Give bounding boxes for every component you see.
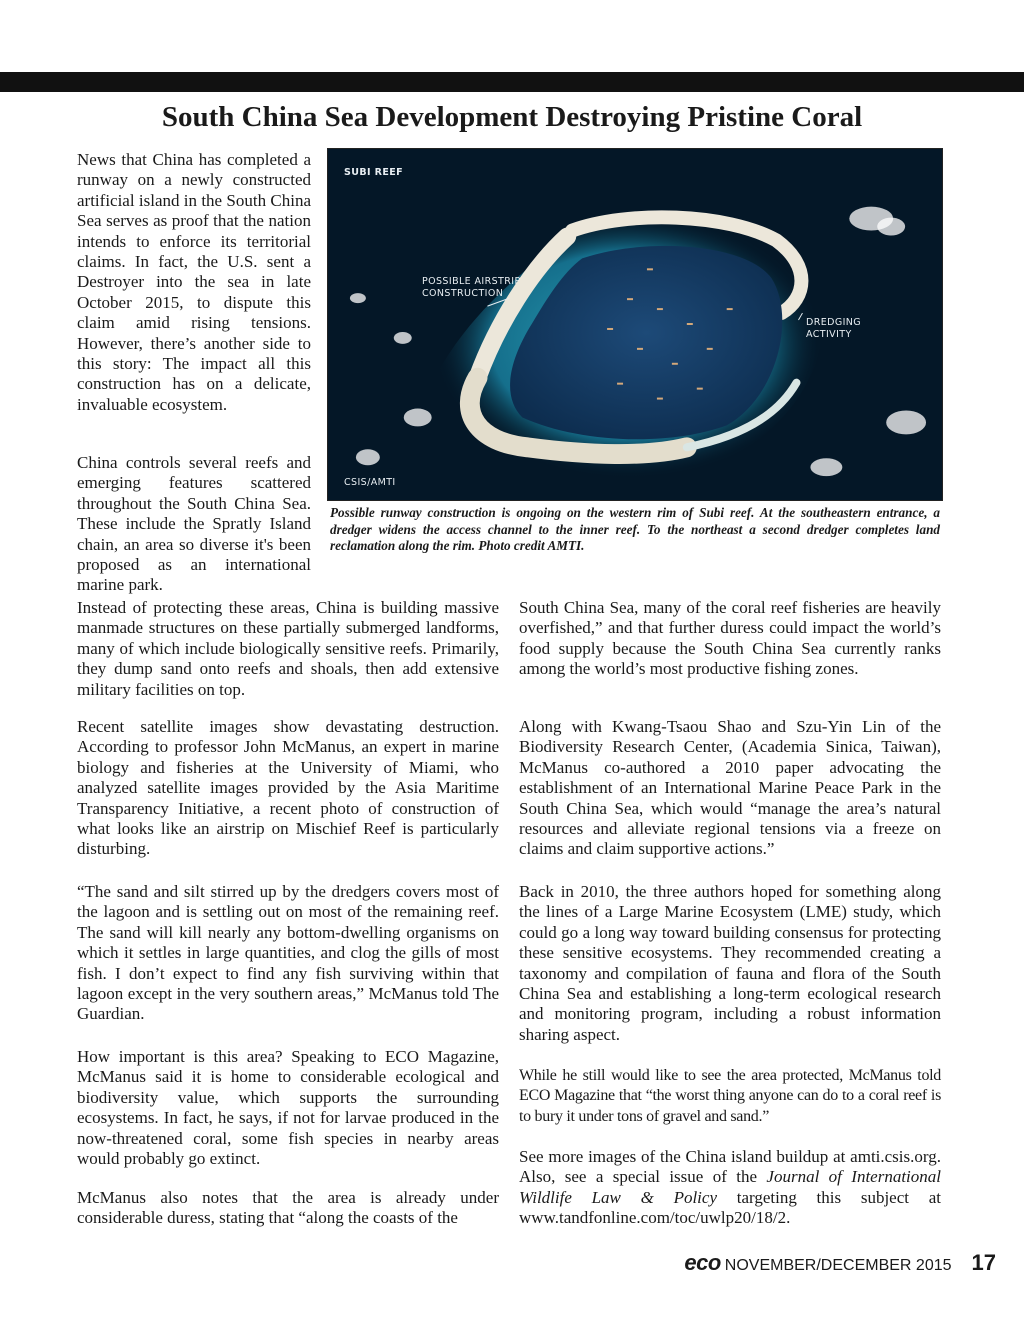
paragraph-4: “The sand and silt stirred up by the dredgers covers most of the lagoon and is settling out on most of the remaining reef. The sand will kill nearly any bottom-dwelling organisms on which it settles in large quantities, and clog the gills of most fish. I don’t expect to find any fish surviving within that lagoon except in the very southern areas,” McManus told The Guardian. <box>77 882 499 1024</box>
paragraph-2a: China controls several reefs and emerging features scattered throughout the South China Sea. These include the Spratly Island chain, an area so diverse it's been proposed as an international marine park. <box>77 453 311 595</box>
photo-caption: Possible runway construction is ongoing on the western rim of Subi reef. At the southeastern entrance, a dredger widens the access channel to the inner reef. To the northeast a second dredger completes land reclamation along the rim. Photo credit AMTI. <box>330 505 940 553</box>
journal-title: Journal of International Wildlife Law & Policy <box>519 1167 942 1207</box>
paragraph-1: News that China has completed a runway on a newly constructed artificial island in the South China Sea serves as proof that the nation intends to enforce its territorial claims. In fact, the U.S. sent a Destroyer into the sea in late October 2015, to dispute this claim amid rising tensions. However, there’s another side to this story: The impact all this construction has on a delicate, invaluable ecosystem. <box>77 150 311 414</box>
paragraph-10: While he still would like to see the area protected, McManus told ECO Magazine that “the worst thing anyone can do to a coral reef is to bury it under tons of gravel and sand.” <box>519 1067 941 1125</box>
paragraph-11-text-end: targeting this subject at www.tandfonline.com/toc/uwlp20/18/2. <box>519 1187 941 1228</box>
article-headline: South China Sea Development Destroying Pristine Coral <box>161 101 863 133</box>
paragraph-5: How important is this area? Speaking to ECO Magazine, McManus said it is home to considerable ecological and biodiversity value, which supports the surrounding ecosystems. In fact, he says, if not for larvae produced in the now-threatened coral, some fish species in nearby areas would probably go extinct. <box>77 1047 499 1169</box>
photo-label-airstrip: POSSIBLE AIRSTRIP CONSTRUCTION <box>422 276 521 299</box>
paragraph-6: McManus also notes that the area is already under considerable duress, stating that “along the coasts of the <box>77 1188 499 1228</box>
paragraph-11 <box>519 1147 941 1229</box>
page-footer <box>684 1250 996 1276</box>
paragraph-3: Recent satellite images show devastating destruction. According to professor John McManus, an expert in marine biology and fisheries at the University of Miami, who analyzed satellite images provided by the Asia Maritime Transparency Initiative, a recent photo of construction of what looks like an airstrip on Mischief Reef is particularly disturbing. <box>77 717 499 859</box>
photo-label-dredging: DREDGING ACTIVITY <box>806 317 862 340</box>
satellite-photo-subi-reef <box>327 148 943 501</box>
paragraph-8: Along with Kwang-Tsaou Shao and Szu-Yin Lin of the Biodiversity Research Center, (Academia Sinica, Taiwan), McManus co-authored a 2010 paper advocating the establishment of an International Marine Peace Park in the South China Sea, which would “manage the area’s natural resources and alleviate regional tensions via a freeze on claims and claim supportive actions.” <box>519 717 941 859</box>
paragraph-2b: Instead of protecting these areas, China is building massive manmade structures on these partially submerged landforms, many of which include biologically sensitive reefs. Primarily, they dump sand onto reefs and shoals, then add extensive military facilities on top. <box>77 598 499 699</box>
top-rule <box>0 72 1024 92</box>
page-number: 17 <box>971 1250 996 1275</box>
paragraph-9: Back in 2010, the three authors hoped for something along the lines of a Large Marine Ecosystem (LME) study, which could go a long way toward building consensus for protecting these sensitive ecosystems. They recommended creating a taxonomy and compilation of fauna and flora of the South China Sea and establishing a long-term ecological research and monitoring program, including a robust information sharing aspect. <box>519 882 941 1044</box>
paragraph-11-text-start: See more images of the China island buildup at amti.csis.org. Also, see a special issue of the <box>519 1147 941 1187</box>
paragraph-7: South China Sea, many of the coral reef fisheries are heavily overfished,” and that further duress could impact the world’s food supply because the South China Sea currently ranks among the world’s most productive fishing zones. <box>519 598 941 679</box>
photo-credit-label: CSIS/AMTI <box>344 477 396 488</box>
magazine-logo: eco <box>684 1250 721 1275</box>
issue-date: NOVEMBER/DECEMBER 2015 <box>724 1257 952 1274</box>
photo-label-subi-reef: SUBI REEF <box>344 167 404 178</box>
